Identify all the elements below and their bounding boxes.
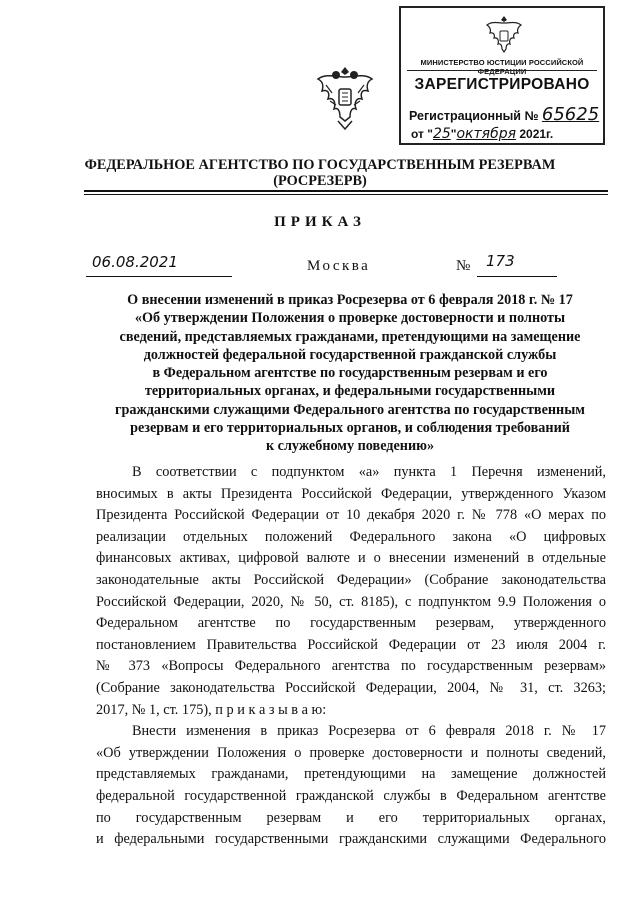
body-line: «Об утверждении Положения о проверке достоверности и полноты сведений, bbox=[96, 744, 606, 761]
title-line: гражданскими служащими Федерального агентства по государственным bbox=[115, 401, 585, 418]
body-line: 2017, № 1, ст. 175), п р и к а з ы в а ю: bbox=[96, 701, 327, 718]
body-line: представляемых гражданами, претендующими на замещение должностей bbox=[96, 766, 606, 783]
body-line: по государственным резервам и его территориальных органах, bbox=[96, 809, 606, 826]
stamp-emblem-icon bbox=[484, 14, 524, 56]
stamp-date-month: октября bbox=[456, 126, 517, 142]
registration-stamp bbox=[399, 6, 605, 145]
stamp-date bbox=[411, 126, 553, 142]
title-line: «Об утверждении Положения о проверке достоверности и полноты bbox=[134, 310, 566, 327]
body-line: Внести изменения в приказ Росрезерва от 6 февраля 2018 г. № 17 bbox=[132, 723, 606, 740]
stamp-ministry-name: МИНИСТЕРСТВО ЮСТИЦИИ РОССИЙСКОЙ ФЕДЕРАЦИИ bbox=[420, 58, 584, 76]
title-line: территориальных органах, и федеральными государственными bbox=[144, 383, 556, 400]
agency-short-name: (РОСРЕЗЕРВ) bbox=[273, 173, 367, 189]
order-number: 173 bbox=[486, 252, 515, 270]
body-line: В соответствии с подпунктом «а» пункта 1 Перечня изменений, bbox=[132, 464, 606, 480]
title-line: О внесении изменений в приказ Росрезерва от 6 февраля 2018 г. № 17 bbox=[127, 292, 573, 308]
title-line: к служебному поведению» bbox=[265, 438, 435, 455]
order-date: 06.08.2021 bbox=[92, 253, 178, 271]
stamp-date-prefix: от " bbox=[411, 127, 433, 141]
body-line: (Собрание законодательства Российской Федерации, 2004, № 31, ст. 3263; bbox=[96, 679, 606, 696]
stamp-reg-label: Регистрационный № bbox=[409, 109, 539, 123]
agency-name: ФЕДЕРАЛЬНОЕ АГЕНТСТВО ПО ГОСУДАРСТВЕННЫМ РЕЗЕРВАМ bbox=[84, 157, 556, 173]
order-title bbox=[90, 291, 610, 456]
title-line: сведений, представляемых гражданами, претендующими на замещение bbox=[119, 328, 581, 345]
body-line: законодательные акты Российской Федерации» (Собрание законодательства bbox=[96, 571, 606, 588]
header-divider-thin bbox=[84, 194, 608, 195]
stamp-registration-number bbox=[409, 104, 599, 125]
body-line: вносимых в акты Президента Российской Федерации, утвержденного Указом bbox=[96, 485, 606, 502]
header-divider-thick bbox=[84, 190, 608, 192]
stamp-registered-text: ЗАРЕГИСТРИРОВАНО bbox=[414, 76, 590, 93]
stamp-divider bbox=[407, 70, 597, 71]
body-line: Президента Российской Федерации от 10 декабря 2020 г. № 778 «О мерах по bbox=[96, 507, 606, 524]
state-emblem-icon bbox=[312, 63, 378, 133]
body-line: финансовых активах, цифровой валюте и о внесении изменений в отдельные bbox=[96, 550, 606, 567]
body-line: реализации отдельных положений Федерального закона «О цифровых bbox=[96, 528, 606, 545]
document-type: ПРИКАЗ bbox=[274, 214, 366, 230]
stamp-date-day: 25 bbox=[432, 126, 451, 142]
title-line: резервам и его территориальных органов, и соблюдения требований bbox=[130, 420, 570, 437]
stamp-date-year: 2021 bbox=[516, 127, 547, 141]
order-city: Москва bbox=[307, 258, 371, 274]
stamp-date-suffix: г. bbox=[546, 127, 554, 141]
body-line: Федеральном агентстве по государственным резервам, утвержденного bbox=[96, 615, 606, 632]
title-line: в Федеральном агентстве по государственным резервам и его bbox=[152, 365, 548, 382]
number-sign: № bbox=[456, 258, 471, 274]
stamp-date-quote: " bbox=[450, 127, 457, 141]
order-body bbox=[96, 462, 606, 851]
body-line: федеральной государственной гражданской службы в Федеральном агентстве bbox=[96, 787, 606, 804]
title-line: должностей федеральной государственной гражданской службы bbox=[143, 346, 557, 363]
body-line: и федеральными государственными гражданскими служащими Федерального bbox=[96, 831, 606, 848]
body-line: № 373 «Вопросы Федерального агентства по государственным резервам» bbox=[96, 658, 606, 675]
body-line: Российской Федерации, 2020, № 50, ст. 8185), с подпунктом 9.9 Положения о bbox=[96, 593, 606, 610]
stamp-reg-number: 65625 bbox=[541, 104, 600, 125]
body-line: постановлением Правительства Российской Федерации от 23 июля 2004 г. bbox=[96, 636, 606, 653]
